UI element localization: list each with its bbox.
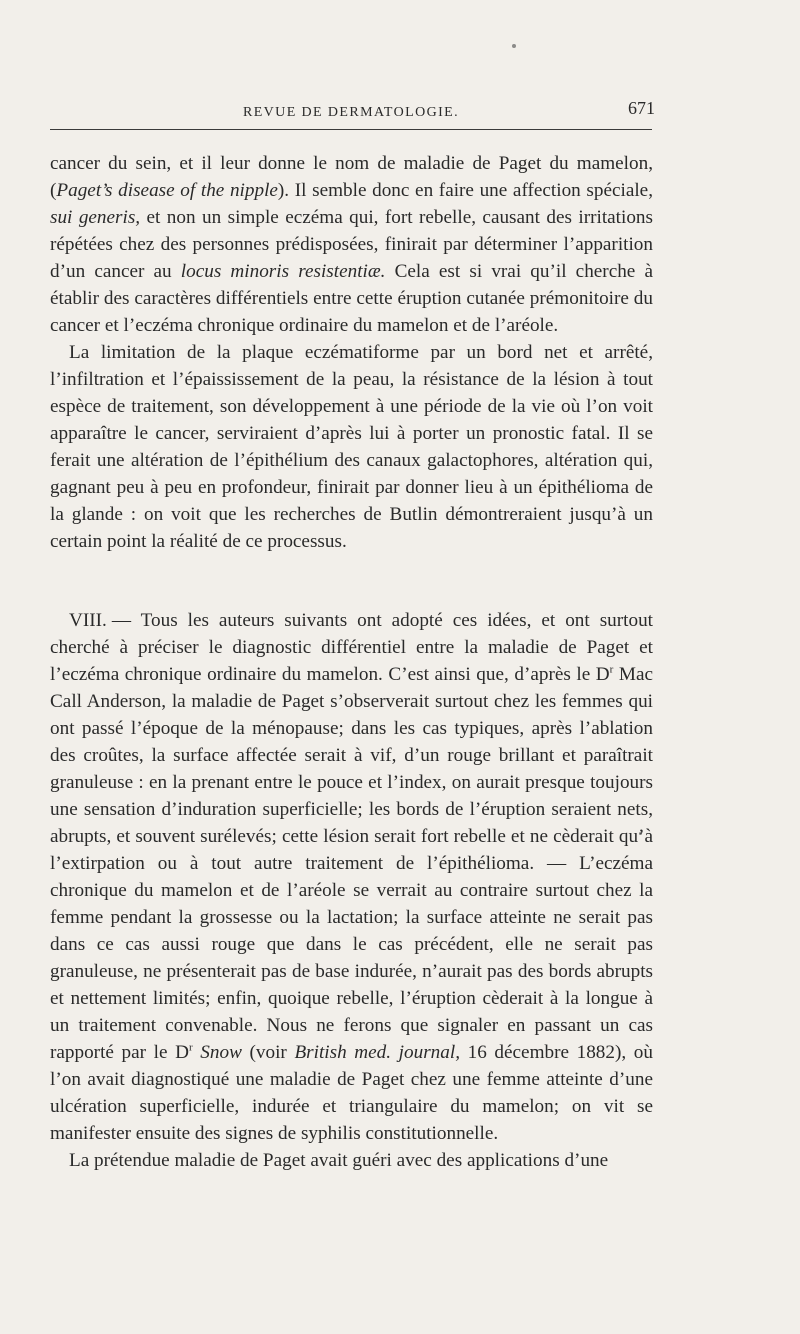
body-text-section-viii [50,607,653,1174]
body-text-upper [50,150,653,555]
italic-term: Paget’s disease of the nipple [56,180,278,201]
paragraph-text: Cela est si vrai qu’il cherche à établir des caractères différentiels entre cette éruption cutanée prémonitoire du cancer et l’eczéma chronique ordinaire du mamelon et de l’aréole. [50,261,653,336]
paragraph-text: et non un simple eczéma qui, fort rebelle, causant des irritations répétées chez des personnes prédisposées, finirait par déterminer l’apparition d’un cancer au [50,207,653,282]
superscript-abbreviation: r [189,1041,193,1054]
page-number: 671 [628,98,655,118]
paragraph-text: Mac Call Anderson, la maladie de Paget s’observerait surtout chez les femmes qui ont passé l’époque de la ménopause; dans les cas typiques, après l’ablation des croûtes, la surface affectée serait à vif, d’un rouge brillant et paraîtrait granuleuse : en la prenant entre le pouce et l’index, on aurait presque toujours une sensation d’induration superficielle; les bords de l’éruption seraient nets, abrupts, et souvent surélevés; cette lésion serait fort rebelle et ne cèderait qu’à l’extirpation ou à tout autre traitement de l’épithélioma. — L’eczéma chronique du mamelon et de l’aréole se verrait au contraire surtout chez la femme pendant la grossesse ou la lactation; la surface atteinte ne serait pas dans ce cas aussi rouge que dans le cas précédent, elle ne serait pas granuleuse, ne présenterait pas de base indurée, n’aurait pas des bords abrupts et nettement limités; enfin, quoique rebelle, l’éruption cèderait à la longue à un traitement convenable. Nous ne ferons que signaler en passant un cas rapporté par le D [50,664,654,1063]
running-header [50,98,655,130]
section-label: VIII. [69,610,107,631]
paragraph-text: cancer du sein, et il leur donne le nom de maladie de Paget du mamelon, ( [50,153,653,201]
paragraph-text: ). Il semble donc en faire une affection spéciale, [277,180,653,201]
italic-citation: British med. journal, [294,1042,460,1063]
paragraph-text: (voir [241,1042,295,1063]
paragraph-limitation: La limitation de la plaque eczématiforme par un bord net et arrêté, l’infiltration et l’épaississement de la peau, la résistance de la lésion à tout espèce de traitement, son développement à une période de la vie où l’on voit apparaître le cancer, serviraient d’après lui à porter un pronostic fatal. Il se ferait une altération de l’épithélium des canaux galactophores, altération qui, gagnant peu à peu en profondeur, finirait par donner lieu à un épithélioma de la glande : on voit que les recherches de Butlin démontreraient jusqu’à un certain point la réalité de ce processus. [50,342,653,552]
paragraph-text: 16 décembre 1882), où l’on avait diagnostiqué une maladie de Paget chez une femme atteinte d’une ulcération superficielle, indurée et triangulaire du mamelon; on vit se manifester ensuite des signes de syphilis constitutionnelle. [50,1042,653,1144]
superscript-abbreviation: r [609,663,614,676]
running-title: REVUE DE DERMATOLOGIE. [242,105,460,120]
paragraph-section-viii [50,607,653,1147]
italic-term: sui generis, [50,207,141,228]
paragraph-continuation [50,150,653,339]
paragraph-last: La prétendue maladie de Paget avait guéri avec des applications d’une [69,1150,609,1171]
paragraph-text: — Tous les auteurs suivants ont adopté ces idées, et ont surtout cherché à préciser le diagnostic différentiel entre la maladie de Paget et l’eczéma chronique ordinaire du mamelon. C’est ainsi que, d’après le D [50,610,653,685]
italic-term: locus minoris resistentiæ. [180,261,386,282]
italic-name: Snow [200,1042,242,1063]
paper-speck-dot [512,44,516,48]
